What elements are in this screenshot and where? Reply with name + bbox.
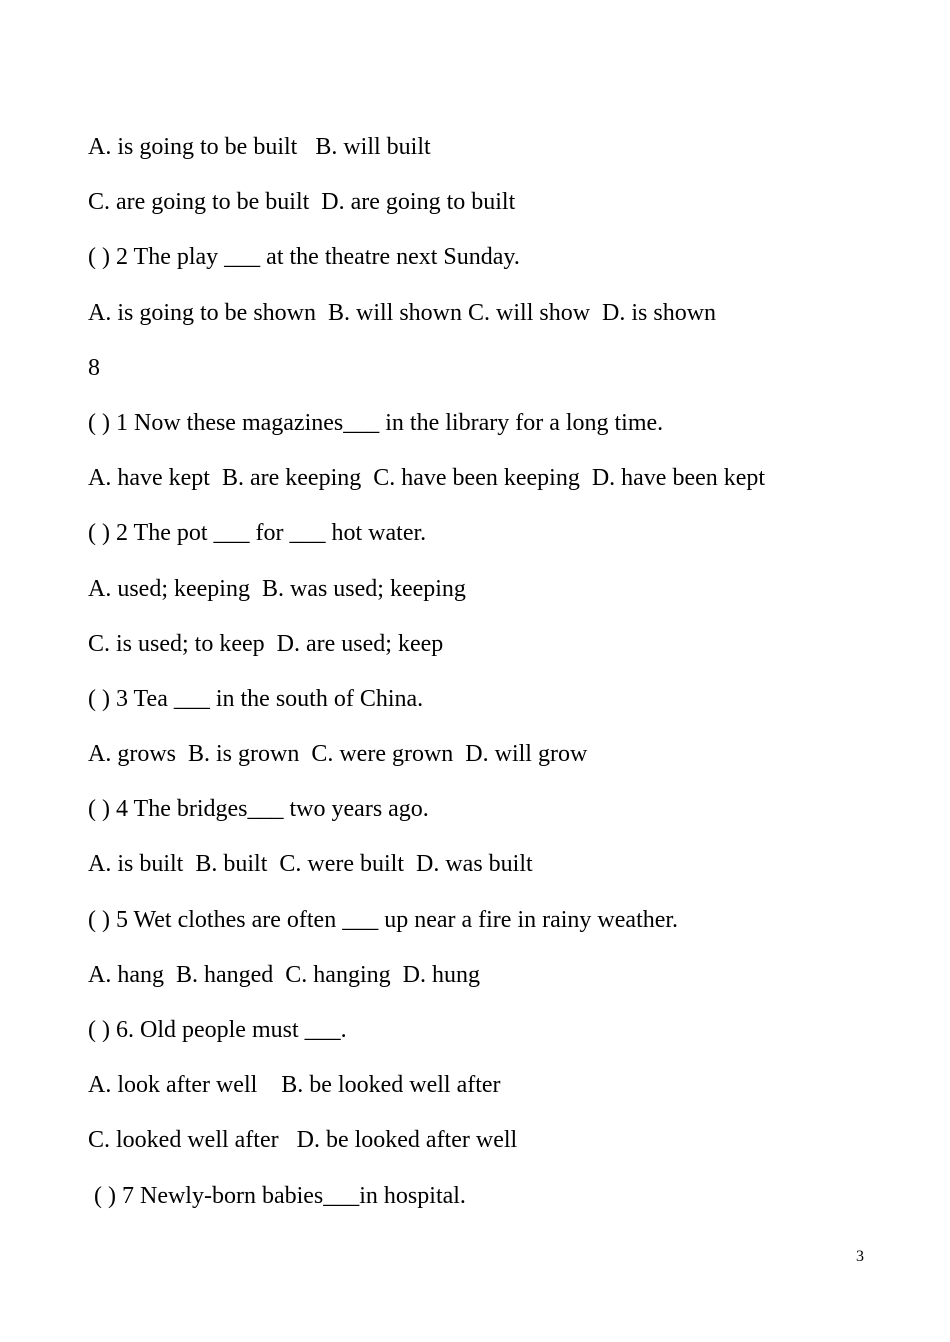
question-line: ( ) 1 Now these magazines___ in the library for a long time. [88, 409, 664, 436]
text-line: A. used; keeping B. was used; keeping [88, 575, 466, 602]
question-line: ( ) 6. Old people must ___. [88, 1017, 347, 1043]
text-line: A. grows B. is grown C. were grown D. will grow [88, 741, 588, 768]
text-line: A. look after well B. be looked well after [88, 1072, 501, 1099]
exercise-text [88, 120, 888, 1224]
question-line: ( ) 4 The bridges___ two years ago. [88, 796, 429, 823]
section-number: 8 [88, 354, 100, 381]
text-line: A. is going to be built B. will built [88, 134, 431, 160]
question-line: ( ) 2 The pot ___ for ___ hot water. [88, 520, 427, 547]
text-line: A. is going to be shown B. will shown C. will show D. is shown [88, 299, 717, 326]
text-line: A. have kept B. are keeping C. have been keeping D. have been kept [88, 465, 766, 492]
text-line: C. looked well after D. be looked after well [88, 1127, 518, 1154]
question-line: ( ) 7 Newly-born babies___in hospital. [94, 1182, 466, 1209]
text-line: C. is used; to keep D. are used; keep [88, 630, 444, 657]
question-line: ( ) 2 The play ___ at the theatre next Sunday. [88, 244, 520, 271]
question-line: ( ) 5 Wet clothes are often ___ up near a fire in rainy weather. [88, 906, 679, 933]
text-line: C. are going to be built D. are going to built [88, 189, 516, 216]
text-line: A. is built B. built C. were built D. was built [88, 851, 533, 878]
question-line: ( ) 3 Tea ___ in the south of China. [88, 685, 424, 712]
text-line: A. hang B. hanged C. hanging D. hung [88, 961, 480, 988]
page-number: 3 [856, 1248, 864, 1265]
